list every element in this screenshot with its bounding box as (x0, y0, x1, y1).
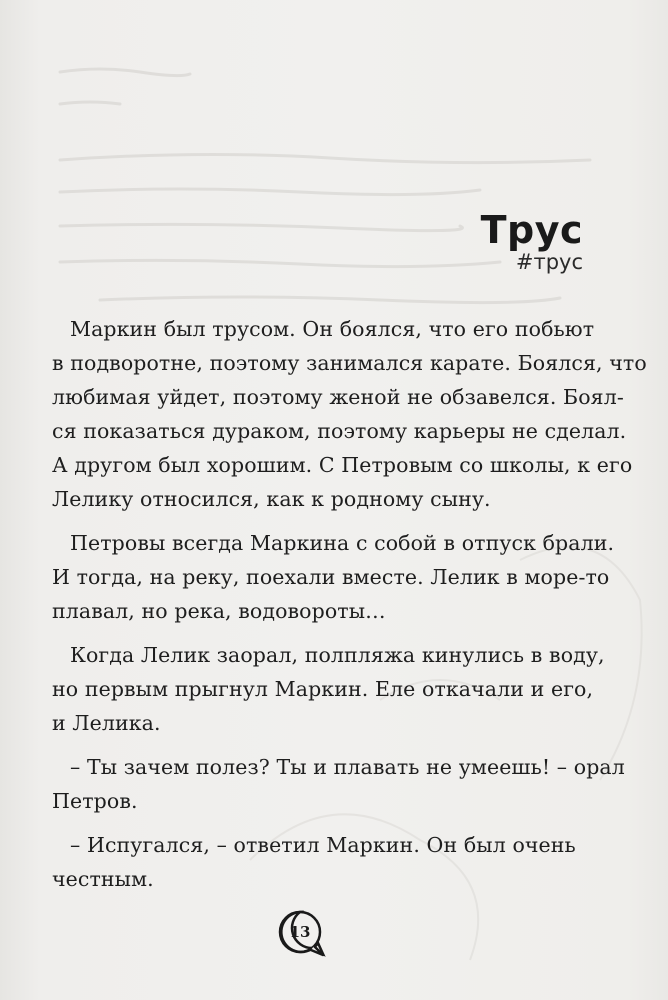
story-hashtag: #трус (515, 250, 583, 274)
text-line: А другом был хорошим. С Петровым со школы, к его (52, 453, 633, 477)
page-number: 13 (289, 923, 311, 941)
text-line: любимая уйдет, поэтому женой не обзавелся. Боял- (52, 385, 624, 409)
text-line: но первым прыгнул Маркин. Еле откачали и его, (52, 677, 594, 701)
text-line: Когда Лелик заорал, полпляжа кинулись в воду, (70, 643, 605, 667)
text-line: честным. (52, 867, 154, 891)
paragraph (52, 828, 582, 896)
text-line: плавал, но река, водовороты… (52, 599, 386, 623)
text-line: ся показаться дураком, поэтому карьеры не сделал. (52, 419, 627, 443)
text-line: И тогда, на реку, поехали вместе. Лелик в море-то (52, 565, 610, 589)
text-line: и Лелика. (52, 711, 161, 735)
text-line: Петровы всегда Маркина с собой в отпуск брали. (70, 531, 615, 555)
paragraph (52, 750, 625, 818)
text-line: Петров. (52, 789, 138, 813)
story-title: Трус (480, 208, 583, 252)
text-line: Лелику относился, как к родному сыну. (52, 487, 491, 511)
page-number-bubble (278, 910, 328, 960)
story-header (481, 208, 583, 274)
text-line: в подворотне, поэтому занимался карате. Боялся, что (52, 351, 647, 375)
paragraph (52, 638, 605, 740)
text-line: Маркин был трусом. Он боялся, что его побьют (70, 317, 595, 341)
text-line: – Ты зачем полез? Ты и плавать не умеешь! – орал (70, 755, 625, 779)
paragraph (52, 526, 615, 628)
paragraph (52, 312, 647, 516)
text-line: – Испугался, – ответил Маркин. Он был очень (70, 833, 576, 857)
story-body (52, 312, 647, 906)
